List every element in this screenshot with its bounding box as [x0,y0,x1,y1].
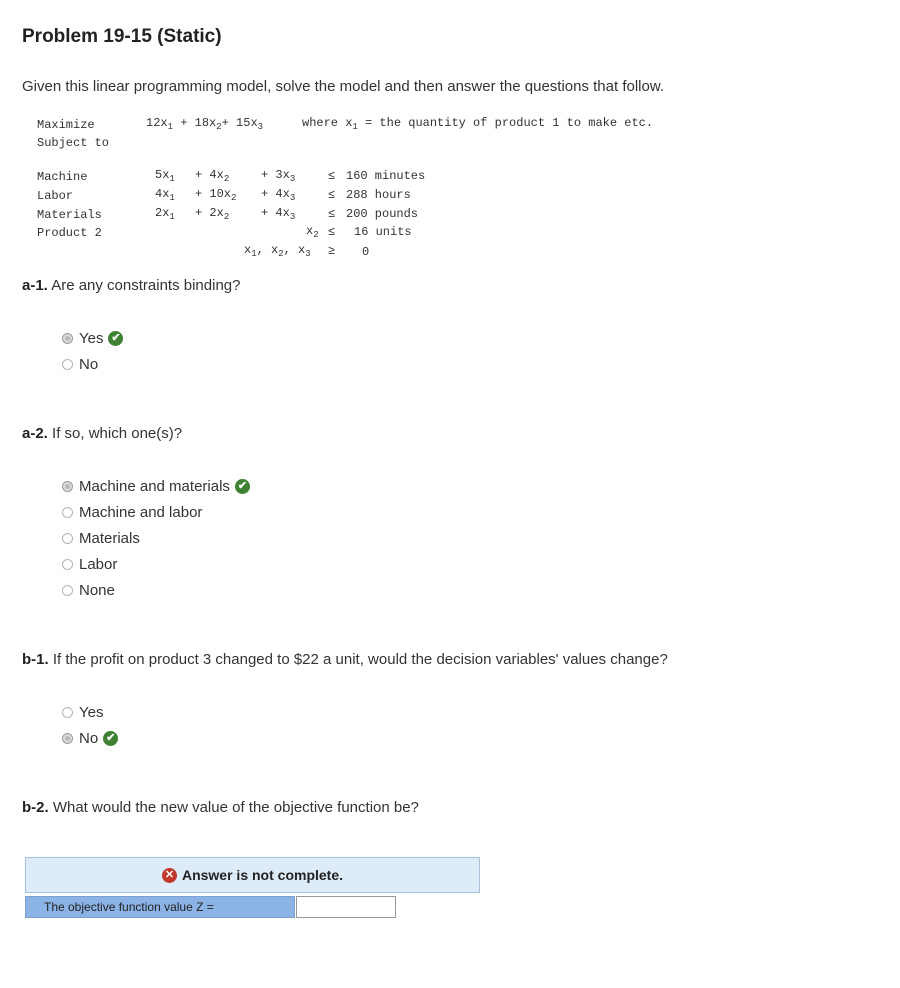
subject-to-label: Subject to [37,136,110,150]
b1-option-no[interactable] [62,728,118,748]
b1-option-label: Yes [79,703,104,721]
objective-function: $12x_1 + 18x_2+ 15x_3$ [146,116,264,132]
machine-term-2: + $4x_2$ [195,168,230,184]
objective-value-label: The objective function value Z = [25,896,295,918]
materials-rhs: 200 pounds [346,207,419,221]
a1-radio-yes[interactable] [62,333,73,344]
materials-term-2: + $2x_2$ [195,206,230,222]
question-a1: a-1. Are any constraints binding? [22,277,241,294]
answer-status-banner [25,857,480,893]
materials-term-1: $2x_1$ [155,206,175,222]
labor-term-2: + $10x_2$ [195,187,237,203]
nonneg-sign: ≥ [328,244,336,258]
question-b2: b-2. What would the new value of the objective function be? [22,799,419,816]
a2-option-labor[interactable] [62,554,117,574]
nonneg-vars: $x_1$, $x_2$, $x_3$ [244,243,311,259]
labor-term-3: + $4x_3$ [261,187,296,203]
b1-radio-no[interactable] [62,733,73,744]
a1-option-yes[interactable] [62,328,123,348]
maximize-label: Maximize [37,118,95,132]
a2-option-label: Materials [79,529,140,547]
materials-sign: ≤ [328,207,336,221]
a1-option-no[interactable] [62,354,98,374]
materials-term-3: + $4x_3$ [261,206,296,222]
a2-option-machine-materials[interactable] [62,476,250,496]
question-a2: a-2. If so, which one(s)? [22,425,183,442]
product2-term: $x_2$ [306,224,319,240]
a2-option-label: None [79,581,115,599]
b1-radio-yes[interactable] [62,707,73,718]
b1-option-yes[interactable] [62,702,103,722]
a2-radio[interactable] [62,507,73,518]
a2-option-none[interactable] [62,580,115,600]
labor-rhs: 288 hours [346,188,411,202]
a2-radio[interactable] [62,481,73,492]
answer-status-text: Answer is not complete. [181,867,344,883]
constraint-name-product2: Product 2 [37,226,102,240]
product2-sign: ≤ [328,225,336,239]
a1-option-label: Yes [79,329,104,347]
constraint-name-labor: Labor [37,189,74,203]
machine-rhs: 160 minutes [346,169,426,183]
machine-sign: ≤ [328,169,336,183]
labor-sign: ≤ [328,188,336,202]
intro-text: Given this linear programming model, solve the model and then answer the questions that follow. [22,78,665,95]
a2-option-label: Labor [79,555,118,573]
a2-option-materials[interactable] [62,528,140,548]
page-title: Problem 19-15 (Static) [22,26,222,47]
product2-rhs: 16 units [354,225,412,239]
machine-term-1: $5x_1$ [155,168,175,184]
b1-option-label: No [79,729,99,747]
a2-option-label: Machine and materials [79,477,230,495]
objective-value-input[interactable] [296,896,396,918]
where-note: where $x_1$ = the quantity of product 1 to make etc. [302,116,654,132]
labor-term-1: $4x_1$ [155,187,175,203]
incorrect-x-icon: ✕ [162,868,177,883]
correct-check-icon: ✔ [235,479,250,494]
a1-radio-no[interactable] [62,359,73,370]
question-b1: b-1. If the profit on product 3 changed to $22 a unit, would the decision variables' values change? [22,651,668,668]
a2-radio[interactable] [62,585,73,596]
correct-check-icon: ✔ [108,331,123,346]
nonneg-rhs: 0 [362,245,370,259]
a2-radio[interactable] [62,559,73,570]
a2-radio[interactable] [62,533,73,544]
a1-option-label: No [79,355,99,373]
constraint-name-machine: Machine [37,170,88,184]
a2-option-label: Machine and labor [79,503,203,521]
constraint-name-materials: Materials [37,208,102,222]
correct-check-icon: ✔ [103,731,118,746]
machine-term-3: + $3x_3$ [261,168,296,184]
a2-option-machine-labor[interactable] [62,502,202,522]
